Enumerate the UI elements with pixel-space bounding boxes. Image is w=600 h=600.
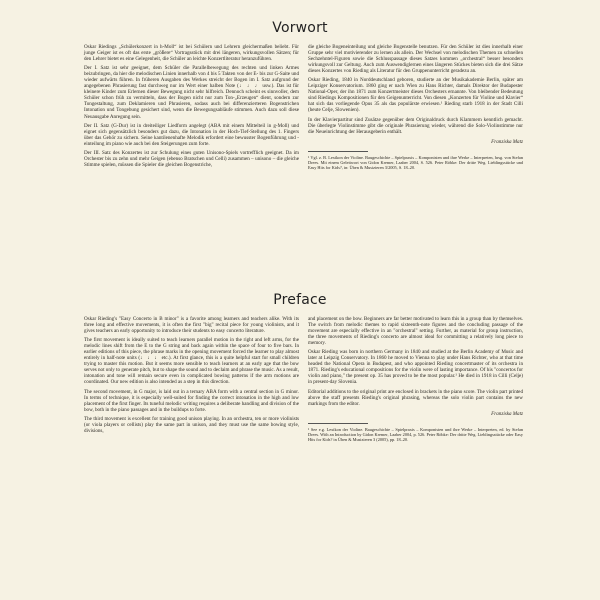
vorwort-right-column: [308, 44, 523, 170]
preface-paragraph: Oskar Rieding's "Easy Concerto in B minor" is a favorite among learners and teachers alike. With its three long and effective movements, it is often the first "big" recital piece for young violinists, and it gives teachers an early opportunity to introduce their students to easy concerto literature.: [84, 316, 299, 335]
vorwort-paragraph: Der II. Satz (G-Dur) ist in dreiteiliger Liedform angelegt (ABA mit einem Mittelteil in g-Moll) und eignet sich gegensätzlich besonders gut dazu, die Intonation in der Hoch-Tief-Stellung des 1. Fingers über das Gehör zu sichern. Seine kantilenenhafte Melodik erfordert eine bewusster Bogenführung und -einteilung im piano wie auch bei den Steigerungen zum forte.: [84, 122, 299, 147]
vorwort-heading: Vorwort: [272, 20, 328, 36]
vorwort-signature: Franziska Matz: [491, 138, 523, 145]
vorwort-paragraph: die gleiche Bogeneinteilung und gleiche Bogenstelle benutzen. Für den Schüler ist dies innerhalb einer Gruppe sehr viel motivierender zu lernen als allein. Der Wechsel von melodischen Themen zu schnellen Sechzehntel-Figuren sowie die Schlusspassage dieses Satzes kommen „orchestral“ besser besonders wirkungsvoll zur Geltung. Auch zum Auswendiglernen eines längeren Stückes bieten sich die drei Sätze dieses Konzertes von Rieding als Literatur für den Gruppenunterricht geradezu an.: [308, 44, 523, 75]
vorwort-paragraph: Der III. Satz des Konzertes ist zur Schulung eines guten Unisono-Spiels vortrefflich geeignet. Da im Orchester bis zu zehn und mehr Geigen (ebenso Bratschen und Celli) zusammen – unisono – die gleiche Stimme spielen, müssen die Spieler die gleichen Bogenstriche,: [84, 149, 299, 168]
vorwort-paragraph: In der Klavierpartitur sind Zusätze gegenüber dem Originaldruck durch Klammern kenntlich gemacht. Die überlegte Violinstimme gibt die originale Phrasierung wieder, während die Solo-Violinstimme nur die Neueinrichtung der Herausgeberin enthält.: [308, 116, 523, 135]
vorwort-paragraph: Oskar Rieding, 1840 in Norddeutschland geboren, studierte an der Musikakademie Berlin, später am Leipziger Konservatorium. 1860 ging er nach Wien zu Hans Richter, damals Direktor der Budapester National-Oper, der ihn 1871 zum Konzertmeister dieses Orchesters ernannte. Von bleibender Bedeutung sind Riedings Kompositionen für den Geigenunterricht. Von diesen „Konzerten für Violine und Klavier“ hat sich das vorliegende Opus 35 als das populärste erwiesen.¹ Rieding starb 1918 in der Stadt Cilli (heute Celje, Slowenien).: [308, 77, 523, 114]
footnote-rule: [308, 151, 368, 152]
preface-right-column: [308, 316, 523, 442]
preface-paragraph: Editorial additions to the original print are enclosed in brackets in the piano score. The violin part printed above the staff presents Rieding's original phrasing, whereas the solo violin part contains the new markings from the editor.: [308, 388, 523, 407]
vorwort-paragraph: Oskar Riedings „Schülerkonzert in h-Moll“ ist bei Schülern und Lehrern gleichermaßen beliebt. Für junge Geiger ist es oft das erste „größere“ Vortragsstück mit drei längeren, wirkungsvollen Sätzen; für den Lehrer bietet es eine Gelegenheit, die Schüler an leichte Konzertliteratur heranzuführen.: [84, 44, 299, 63]
preface-footnote: ¹ See e.g. Lexikon der Violine. Baugeschichte – Spielpraxis – Komponisten und ihre Werke – Interpreten, ed. by Stefan Drees. With an Introduction by Gidon Kremer, Laaber 2004, p. 526. Peter Röbke: Der dritte Weg. Lieblingsstücke oder Easy Hits for Kids? in Üben & Musizieren 3 (2005), pp. 18–20.: [308, 426, 523, 443]
preface-paragraph: The first movement is ideally suited to teach learners parallel motion in the right and left arms, for the melodic lines shift from the E to the G string and back again within the space of four to five bars. In earlier editions of this piece, the phrase marks in the opening movement forced the learner to play almost entirely in half-note units (♩ ♩ ♩ etc.). At first glance, this is a quite helpful start for small children trying to master this motion. But it seems more sensible to teach learners at an early age that the bow serves not only to generate pitch, but to shape the sound and to declaim and phrase the music. As a result, intonation and tone will remain secure even in complicated bowing patterns if the arm motions are coordinated. Our new edition is also intended as a step in this direction.: [84, 337, 299, 386]
preface-paragraph: Oskar Rieding was born in northern Germany in 1840 and studied at the Berlin Academy of Music and later at Leipzig Conservatory. In 1860 he moved to Vienna to play under Hans Richter, who at that time headed the National Opera in Budapest, and who appointed Rieding concertmaster of its orchestra in 1871. Rieding's educational compositions for the violin were of lasting importance. Of his "concertos for violin and piano," the present op. 35 has proved to be the most popular.¹ He died in 1918 in Cilli (Celje) in present-day Slovenia.: [308, 349, 523, 386]
preface-paragraph: The second movement, in G major, is laid out in a ternary ABA form with a central section in G minor. In terms of technique, it is especially well-suited for finding the correct intonation in the high and low placement of the first finger. Its tuneful melodic writing requires a deliberate handling and division of the bow, both in the piano passages and in the buildups to forte.: [84, 388, 299, 413]
footnote-rule: [308, 423, 368, 424]
preface-paragraph: The third movement is excellent for training good unison playing. In an orchestra, ten or more violinists (or viola players or cellists) play the same part in unison, and they must use the same bowing style, divisions,: [84, 415, 299, 434]
preface-heading: Preface: [273, 292, 327, 308]
vorwort-left-column: [84, 44, 299, 171]
preface-paragraph: and placement on the bow. Beginners are far better motivated to learn this in a group than by themselves. The switch from melodic themes to rapid sixteenth-note figures and the concluding passage of the movement are especially effective in an "orchestral" setting. Further, as material for group instruction, the three movements of Rieding's concerto are almost ideal for committing a relatively long piece to memory.: [308, 316, 523, 347]
preface-left-column: [84, 316, 299, 437]
vorwort-footnote: ¹ Vgl. z. B. Lexikon der Violine. Baugeschichte – Spielpraxis – Komponisten und ihre Werke – Interpreten, hrsg. von Stefan Drees. Mit einem Geleitwort von Gidon Kremer, Laaber 2004, S. 526. Peter Röbke: Der dritte Weg. Lieblingsstücke und Easy Hits for Kids?, in: Üben & Musizieren 3/2005, S. 18–20.: [308, 154, 523, 171]
preface-signature: Franziska Matz: [491, 410, 523, 417]
vorwort-paragraph: Der I. Satz ist sehr geeignet, dem Schüler die Parallelbewegung des rechten und linken Armes beizubringen, da hier die melodischen Linien innerhalb von 4 bis 5 Takten von der E- bis zur G-Saite und wieder aufwärts führen. In früheren Ausgaben des Werkes streicht der Bogen im I. Satz aufgrund der angegebenen Phrasierung fast durchweg nur im Wert einer halben Note (♩ ♩ ♩ usw.). Das ist für kleinere Kinder zum Erlernen dieser Bewegung nicht sehr hilfreich. Dennoch scheint es sinnvoller, dem Schüler schon früh zu vermitteln, dass der Bogen nicht nur zum Ton-„Erzeugen“ dient, sondern zur Tongestaltung, zum Deklamieren und Phrasieren, sodass auch bei differenzierteren Bogenstrichen Intonation und Tongebung gesichert sind, wenn die Bewegungsabläufe stimmen. Auch dazu soll diese Neuausgabe Anregung sein.: [84, 65, 299, 120]
